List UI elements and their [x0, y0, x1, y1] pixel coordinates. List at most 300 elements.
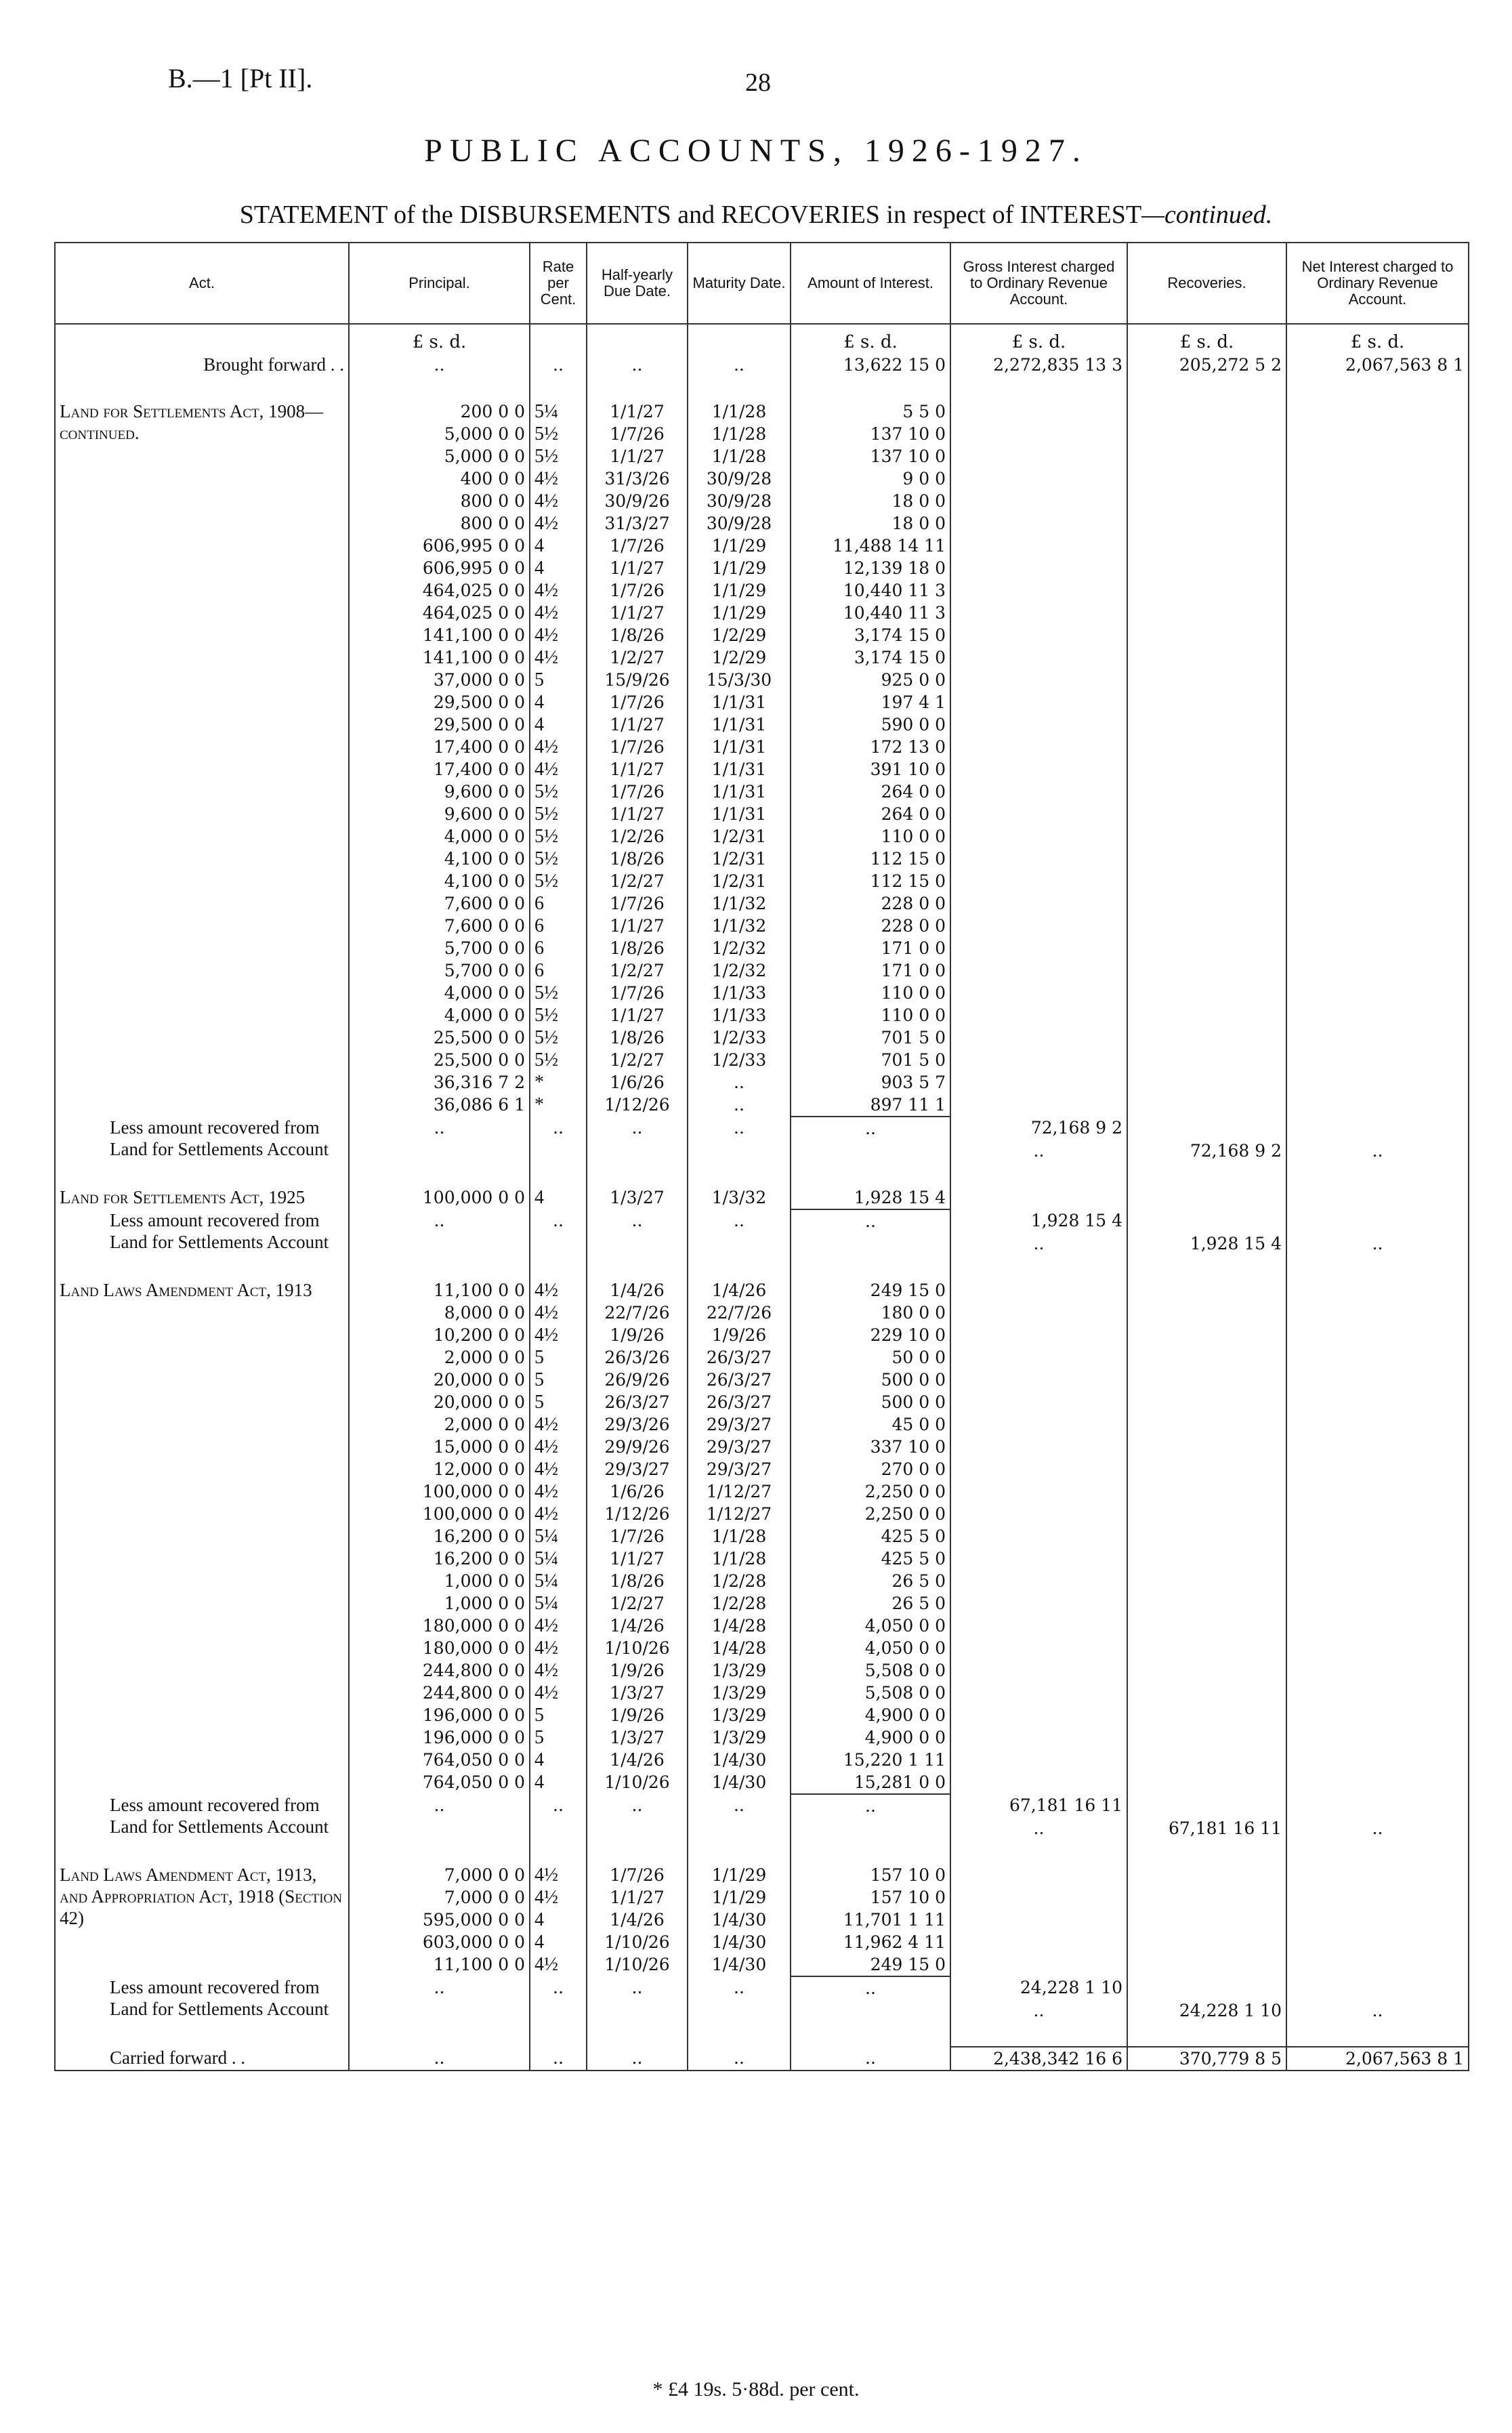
act-blank [55, 1570, 349, 1592]
less-label: Less amount recovered from Land for Settlements Account [55, 1976, 349, 2022]
spacer-cell [791, 1839, 950, 1864]
rate-cell: 4½ [530, 646, 587, 669]
amount-cell: 425 5 0 [791, 1547, 950, 1570]
table-row [55, 1026, 1469, 1049]
net-cell [1286, 1049, 1469, 1071]
table-row [55, 1279, 1469, 1302]
half-yearly-cell: 1/7/26 [587, 423, 688, 445]
rate-cell: 4½ [530, 1302, 587, 1324]
recoveries-cell [1127, 1909, 1286, 1931]
recoveries-cell [1127, 1592, 1286, 1615]
table-row [55, 870, 1469, 892]
principal-cell: 400 0 0 [349, 467, 530, 490]
maturity-cell: 29/3/27 [688, 1458, 791, 1480]
principal-cell: 37,000 0 0 [349, 669, 530, 691]
recoveries-cell [1127, 1369, 1286, 1391]
half-yearly-cell: 1/1/27 [587, 803, 688, 825]
principal-cell: 25,500 0 0 [349, 1049, 530, 1071]
principal-cell: 100,000 0 0 [349, 1186, 530, 1209]
principal-cell: 464,025 0 0 [349, 579, 530, 602]
rate-cell: 5½ [530, 423, 587, 445]
table-row [55, 1094, 1469, 1117]
net-cell [1286, 1004, 1469, 1026]
recoveries-cell [1127, 1302, 1286, 1324]
amount-cell: 26 5 0 [791, 1570, 950, 1592]
principal-cell: 100,000 0 0 [349, 1503, 530, 1525]
recoveries-cell [1127, 1570, 1286, 1592]
rate-cell: 4½ [530, 624, 587, 646]
rate-cell: 4½ [530, 1637, 587, 1659]
recoveries-cell [1127, 1682, 1286, 1704]
principal-cell: 180,000 0 0 [349, 1637, 530, 1659]
net-cell [1286, 1026, 1469, 1049]
amount-cell: 5 5 0 [791, 400, 950, 423]
net-cell [1286, 669, 1469, 691]
dots: .. [791, 2047, 950, 2071]
maturity-cell: 15/3/30 [688, 669, 791, 691]
maturity-cell: 1/9/26 [688, 1324, 791, 1346]
net-cell [1286, 467, 1469, 490]
recoveries-cell [1127, 624, 1286, 646]
net-cell [1286, 803, 1469, 825]
half-yearly-cell: 1/7/26 [587, 1525, 688, 1547]
half-yearly-cell: 1/4/26 [587, 1279, 688, 1302]
spacer-cell [587, 1255, 688, 1279]
carried-forward-label: Carried forward . . [55, 2047, 349, 2071]
maturity-cell: 1/1/29 [688, 1864, 791, 1886]
rate-cell: 5½ [530, 870, 587, 892]
recoveries-cell [1127, 579, 1286, 602]
recoveries-cell [1127, 758, 1286, 781]
carried-forward-recoveries: 370,779 8 5 [1127, 2047, 1286, 2071]
half-yearly-cell: 29/3/26 [587, 1413, 688, 1436]
dots: .. [587, 1976, 688, 1999]
spacer-cell [950, 376, 1127, 400]
table-row [55, 825, 1469, 848]
rate-cell: 5½ [530, 848, 587, 870]
table-row [55, 781, 1469, 803]
amount-cell: 110 0 0 [791, 982, 950, 1004]
act-blank [55, 1413, 349, 1436]
principal-cell: 16,200 0 0 [349, 1547, 530, 1570]
table-row [55, 713, 1469, 736]
section-spacer [55, 1162, 1469, 1186]
dots: .. [1286, 1817, 1469, 1839]
half-yearly-cell [587, 1817, 688, 1839]
amount-cell: 925 0 0 [791, 669, 950, 691]
col-header-act: Act. [55, 243, 349, 324]
principal-cell: 5,700 0 0 [349, 959, 530, 982]
gross-cell [950, 1749, 1127, 1771]
act-blank [55, 579, 349, 602]
rate-cell [530, 1140, 587, 1162]
spacer-cell [349, 376, 530, 400]
principal-cell: 36,086 6 1 [349, 1094, 530, 1117]
rate-cell: 6 [530, 937, 587, 959]
recoveries-cell [1127, 870, 1286, 892]
table-row [55, 758, 1469, 781]
principal-cell: 4,000 0 0 [349, 1004, 530, 1026]
recoveries-cell [1127, 736, 1286, 758]
recoveries-cell [1127, 445, 1286, 467]
principal-cell: 244,800 0 0 [349, 1659, 530, 1682]
spacer-cell [1286, 1255, 1469, 1279]
maturity-cell: 1/2/28 [688, 1592, 791, 1615]
brought-forward-row [55, 354, 1469, 376]
net-cell [1286, 1480, 1469, 1503]
rate-cell: 4½ [530, 512, 587, 535]
net-cell [1286, 1726, 1469, 1749]
rate-cell: 5 [530, 1391, 587, 1413]
recoveries-cell [1127, 557, 1286, 579]
dots: .. [587, 1117, 688, 1140]
principal-cell: 100,000 0 0 [349, 1480, 530, 1503]
gross-cell [950, 1346, 1127, 1369]
dots: .. [349, 354, 530, 376]
gross-cell [950, 445, 1127, 467]
act-blank [55, 1071, 349, 1094]
principal-cell: 10,200 0 0 [349, 1324, 530, 1346]
maturity-cell: 1/4/30 [688, 1931, 791, 1953]
net-cell [1286, 870, 1469, 892]
section-spacer [55, 1255, 1469, 1279]
act-blank [55, 1004, 349, 1026]
table-row [55, 512, 1469, 535]
net-cell [1286, 736, 1469, 758]
dots: .. [1286, 1999, 1469, 2022]
act-blank [55, 1637, 349, 1659]
principal-cell: 4,100 0 0 [349, 870, 530, 892]
half-yearly-cell: 1/10/26 [587, 1637, 688, 1659]
maturity-cell: 1/3/32 [688, 1186, 791, 1209]
units-principal: £ s. d. [349, 324, 530, 354]
amount-cell: 229 10 0 [791, 1324, 950, 1346]
gross-cell [950, 1071, 1127, 1094]
recoveries-cell [1127, 1615, 1286, 1637]
half-yearly-cell: 1/10/26 [587, 1953, 688, 1976]
maturity-cell: 29/3/27 [688, 1413, 791, 1436]
amount-cell: 4,050 0 0 [791, 1637, 950, 1659]
net-cell [1286, 1458, 1469, 1480]
maturity-cell [688, 1140, 791, 1162]
table-row [55, 1771, 1469, 1794]
act-blank [55, 646, 349, 669]
table-row [55, 557, 1469, 579]
spacer-cell [587, 2022, 688, 2047]
half-yearly-cell: 1/8/26 [587, 848, 688, 870]
amount-cell: 15,220 1 11 [791, 1749, 950, 1771]
principal-cell: 15,000 0 0 [349, 1436, 530, 1458]
table-row [55, 1503, 1469, 1525]
rate-cell: 5 [530, 669, 587, 691]
half-yearly-cell: 1/2/27 [587, 959, 688, 982]
principal-cell: 2,000 0 0 [349, 1346, 530, 1369]
principal-cell: 12,000 0 0 [349, 1458, 530, 1480]
maturity-cell: 1/4/30 [688, 1771, 791, 1794]
principal-cell: 595,000 0 0 [349, 1909, 530, 1931]
spacer-cell [1286, 1839, 1469, 1864]
act-blank [55, 1480, 349, 1503]
amount-cell: 157 10 0 [791, 1864, 950, 1886]
maturity-cell: 1/2/29 [688, 646, 791, 669]
half-yearly-cell: 1/7/26 [587, 535, 688, 557]
amount-cell [791, 1140, 950, 1162]
act-blank [55, 1682, 349, 1704]
net-cell [1286, 1909, 1469, 1931]
recoveries-cell [1127, 1794, 1286, 1817]
maturity-cell: 1/4/30 [688, 1749, 791, 1771]
dots: .. [530, 2047, 587, 2071]
gross-cell [950, 982, 1127, 1004]
gross-cell [950, 1094, 1127, 1117]
recoveries-cell [1127, 937, 1286, 959]
gross-cell [950, 1726, 1127, 1749]
maturity-cell: 1/1/31 [688, 736, 791, 758]
table-row [55, 1547, 1469, 1570]
recoveries-cell [1127, 1886, 1286, 1909]
spacer-cell [530, 1162, 587, 1186]
gross-cell [950, 1704, 1127, 1726]
gross-cell [950, 512, 1127, 535]
spacer-cell [530, 2022, 587, 2047]
units-row [55, 324, 1469, 354]
act-blank [55, 624, 349, 646]
act-blank [55, 512, 349, 535]
amount-cell: 903 5 7 [791, 1071, 950, 1094]
principal-cell: 603,000 0 0 [349, 1931, 530, 1953]
gross-cell [950, 959, 1127, 982]
recoveries-cell [1127, 1771, 1286, 1794]
net-cell [1286, 1976, 1469, 1999]
gross-cell [950, 602, 1127, 624]
maturity-cell: 1/3/29 [688, 1726, 791, 1749]
recoveries-cell [1127, 892, 1286, 915]
maturity-cell: 1/3/29 [688, 1682, 791, 1704]
net-cell [1286, 1503, 1469, 1525]
act-blank [55, 982, 349, 1004]
act-blank [55, 1659, 349, 1682]
maturity-cell: 1/1/28 [688, 445, 791, 467]
gross-cell [950, 781, 1127, 803]
maturity-cell: 1/1/29 [688, 557, 791, 579]
rate-cell: * [530, 1071, 587, 1094]
table-row [55, 624, 1469, 646]
maturity-cell: 1/1/29 [688, 535, 791, 557]
rate-cell: 5½ [530, 445, 587, 467]
section-recovery: 72,168 9 2 [1127, 1140, 1286, 1162]
amount-cell: 5,508 0 0 [791, 1682, 950, 1704]
maturity-cell: 30/9/28 [688, 512, 791, 535]
maturity-cell: 1/4/30 [688, 1953, 791, 1976]
gross-cell [950, 1771, 1127, 1794]
gross-cell [950, 1458, 1127, 1480]
principal-cell: 7,600 0 0 [349, 915, 530, 937]
brought-forward-label: Brought forward . . [55, 354, 349, 376]
principal-cell: 2,000 0 0 [349, 1413, 530, 1436]
table-row [55, 1049, 1469, 1071]
act-name: Land for Settlements Act, 1908—continued. [55, 400, 349, 490]
maturity-cell: 1/1/33 [688, 1004, 791, 1026]
act-blank [55, 1953, 349, 1976]
col-header-recoveries: Recoveries. [1127, 243, 1286, 324]
rate-cell: 4½ [530, 490, 587, 512]
net-cell [1286, 646, 1469, 669]
gross-cell [950, 915, 1127, 937]
recoveries-cell [1127, 1503, 1286, 1525]
page-number: 28 [745, 68, 771, 97]
amount-cell [791, 1999, 950, 2022]
table-row [55, 400, 1469, 423]
spacer-cell [1127, 2022, 1286, 2047]
net-cell [1286, 400, 1469, 423]
principal-cell: 29,500 0 0 [349, 691, 530, 713]
spacer-cell [950, 1839, 1127, 1864]
amount-cell [791, 1817, 950, 1839]
half-yearly-cell [587, 1999, 688, 2022]
act-blank [55, 1749, 349, 1771]
gross-cell [950, 557, 1127, 579]
rate-cell: 4 [530, 535, 587, 557]
half-yearly-cell: 26/3/27 [587, 1391, 688, 1413]
half-yearly-cell: 1/7/26 [587, 1864, 688, 1886]
half-yearly-cell: 1/1/27 [587, 915, 688, 937]
maturity-cell: 1/2/31 [688, 848, 791, 870]
dots: .. [530, 1976, 587, 1999]
spacer-cell [530, 376, 587, 400]
principal-cell: 17,400 0 0 [349, 736, 530, 758]
act-blank [55, 1503, 349, 1525]
net-cell [1286, 1186, 1469, 1209]
dots: .. [349, 2047, 530, 2071]
net-cell [1286, 1117, 1469, 1140]
spacer-cell [791, 1255, 950, 1279]
gross-cell [950, 467, 1127, 490]
section-gross: 72,168 9 2 [950, 1117, 1127, 1140]
units-rate-cell [530, 324, 587, 354]
maturity-cell: 1/1/29 [688, 579, 791, 602]
act-blank [55, 1525, 349, 1547]
recoveries-cell [1127, 1004, 1286, 1026]
amount-cell: 264 0 0 [791, 781, 950, 803]
amount-cell: 270 0 0 [791, 1458, 950, 1480]
half-yearly-cell: 1/3/27 [587, 1682, 688, 1704]
units-half-yearly-cell [587, 324, 688, 354]
act-blank [55, 713, 349, 736]
col-header-rate: Rate per Cent. [530, 243, 587, 324]
table-row [55, 915, 1469, 937]
act-blank [55, 803, 349, 825]
rate-cell: * [530, 1094, 587, 1117]
spacer-cell [55, 1255, 349, 1279]
act-blank [55, 1726, 349, 1749]
maturity-cell: 26/3/27 [688, 1369, 791, 1391]
amount-cell: 3,174 15 0 [791, 624, 950, 646]
gross-cell [950, 1436, 1127, 1458]
table-row [55, 1413, 1469, 1436]
half-yearly-cell: 1/9/26 [587, 1704, 688, 1726]
maturity-cell: 1/1/28 [688, 400, 791, 423]
half-yearly-cell: 1/4/26 [587, 1909, 688, 1931]
section-recovery: 1,928 15 4 [1127, 1232, 1286, 1255]
recoveries-cell [1127, 691, 1286, 713]
principal-cell: 200 0 0 [349, 400, 530, 423]
half-yearly-cell: 1/7/26 [587, 781, 688, 803]
table-row [55, 982, 1469, 1004]
maturity-cell: .. [688, 1071, 791, 1094]
spacer-cell [791, 1162, 950, 1186]
net-cell [1286, 445, 1469, 467]
principal-cell: 7,000 0 0 [349, 1864, 530, 1886]
rate-cell: 5¼ [530, 1525, 587, 1547]
amount-cell: 110 0 0 [791, 1004, 950, 1026]
gross-cell [950, 713, 1127, 736]
table-row [55, 1570, 1469, 1592]
maturity-cell: 1/2/32 [688, 959, 791, 982]
half-yearly-cell: 1/9/26 [587, 1324, 688, 1346]
half-yearly-cell: 1/12/26 [587, 1094, 688, 1117]
dots: .. [950, 1817, 1127, 1839]
half-yearly-cell: 29/3/27 [587, 1458, 688, 1480]
table-row [55, 1592, 1469, 1615]
recoveries-cell [1127, 1117, 1286, 1140]
dots: .. [530, 1209, 587, 1232]
rate-cell: 4 [530, 1186, 587, 1209]
amount-cell: 3,174 15 0 [791, 646, 950, 669]
spacer-cell [55, 1839, 349, 1864]
rate-cell [530, 1999, 587, 2022]
net-cell [1286, 1931, 1469, 1953]
page-title: PUBLIC ACCOUNTS, 1926-1927. [424, 133, 1088, 169]
gross-cell [950, 1279, 1127, 1302]
act-name: Land for Settlements Act, 1925 [55, 1186, 349, 1209]
table-row [55, 1186, 1469, 1209]
act-blank [55, 669, 349, 691]
amount-cell: 10,440 11 3 [791, 579, 950, 602]
net-cell [1286, 1592, 1469, 1615]
table-row [55, 602, 1469, 624]
rate-cell: 5½ [530, 1004, 587, 1026]
maturity-cell: 1/1/31 [688, 691, 791, 713]
rate-cell: 4½ [530, 1659, 587, 1682]
recoveries-cell [1127, 1458, 1286, 1480]
recoveries-cell [1127, 1049, 1286, 1071]
gross-cell [950, 1615, 1127, 1637]
recoveries-cell [1127, 1864, 1286, 1886]
amount-cell: 11,488 14 11 [791, 535, 950, 557]
rate-cell: 4½ [530, 1503, 587, 1525]
net-cell [1286, 1953, 1469, 1976]
carried-forward-net: 2,067,563 8 1 [1286, 2047, 1469, 2071]
net-cell [1286, 1659, 1469, 1682]
table-row [55, 1659, 1469, 1682]
principal-cell: 29,500 0 0 [349, 713, 530, 736]
recoveries-cell [1127, 1931, 1286, 1953]
recoveries-cell [1127, 1413, 1286, 1436]
dots: .. [688, 1117, 791, 1140]
maturity-cell: 1/4/28 [688, 1615, 791, 1637]
units-gross: £ s. d. [950, 324, 1127, 354]
net-cell [1286, 1209, 1469, 1232]
gross-cell [950, 1413, 1127, 1436]
half-yearly-cell: 15/9/26 [587, 669, 688, 691]
table-row [55, 892, 1469, 915]
principal-cell: 5,000 0 0 [349, 423, 530, 445]
gross-cell [950, 1637, 1127, 1659]
amount-cell: 45 0 0 [791, 1413, 950, 1436]
section-gross: 24,228 1 10 [950, 1976, 1127, 1999]
table-row [55, 1436, 1469, 1458]
spacer-cell [349, 1255, 530, 1279]
